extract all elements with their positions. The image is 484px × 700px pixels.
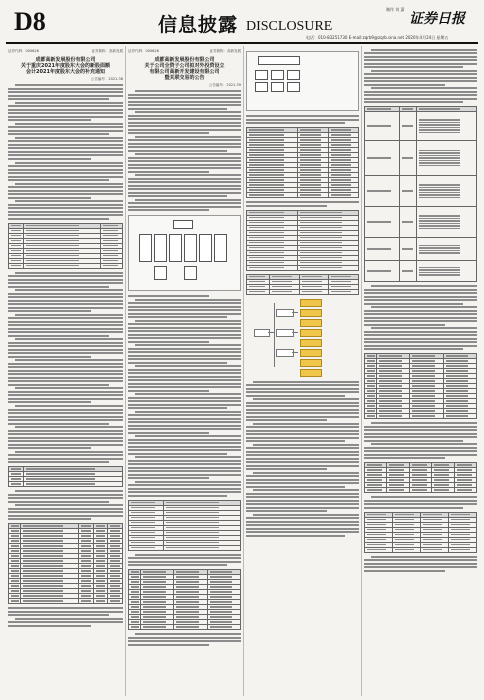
body-text-block xyxy=(128,295,241,497)
column-3 xyxy=(246,47,359,695)
equity-structure-diagram xyxy=(246,299,359,377)
data-table xyxy=(8,523,123,604)
body-text-block xyxy=(128,554,241,567)
process-chart xyxy=(246,51,359,111)
data-table xyxy=(364,512,477,553)
body-text-block xyxy=(8,405,123,463)
data-table xyxy=(364,353,477,419)
body-text-block xyxy=(364,49,477,104)
stock-abbr: 证券简称：高新发展 xyxy=(91,49,123,53)
editor-credit: 制作 刘 潇 xyxy=(386,7,405,12)
title-line: 关于公司全资子公司拟对外投资设立 xyxy=(144,63,225,69)
data-table xyxy=(246,210,359,271)
page-number: D8 xyxy=(14,7,46,36)
body-text-block xyxy=(364,556,477,572)
data-table xyxy=(246,127,359,198)
title-line: 会计2021年度股东大会的补充通知 xyxy=(26,69,105,75)
title-line: 成都高新发展股份有限公司 xyxy=(154,57,215,63)
data-table xyxy=(128,569,241,630)
announcement-number: 公告编号：2021-39 xyxy=(208,83,241,87)
data-table xyxy=(364,462,477,493)
masthead xyxy=(6,4,478,42)
column-1 xyxy=(8,47,123,695)
column-divider xyxy=(243,46,244,696)
stock-code: 证券代码：000628 xyxy=(128,49,159,53)
org-structure-chart xyxy=(128,215,241,291)
announcement-title xyxy=(128,57,241,81)
body-text-block xyxy=(128,90,241,211)
contact-line: 电话：010-83251730 E-mail:zqrb9@zqrb.sina.net 2020年4月24日 星期五 xyxy=(306,35,449,40)
announcement-number: 公告编号：2021-38 xyxy=(90,77,123,81)
title-line: 有限公司高新开发建设有限公司 xyxy=(149,69,220,75)
body-text-block xyxy=(8,490,123,520)
section-title-en: DISCLOSURE xyxy=(246,19,333,34)
body-text-block xyxy=(364,496,477,509)
body-text-block xyxy=(8,84,123,160)
body-text-block xyxy=(8,607,123,627)
title-line: 暨关联交易的公告 xyxy=(164,75,205,81)
section-title-cn: 信息披露 xyxy=(158,14,239,36)
body-text-block xyxy=(246,381,359,537)
data-table xyxy=(246,274,359,295)
data-table xyxy=(128,500,241,551)
newspaper-logo: 证券日报 xyxy=(409,11,465,27)
data-table xyxy=(8,223,123,269)
column-divider xyxy=(361,46,362,696)
data-table xyxy=(364,106,477,282)
column-divider xyxy=(125,46,126,696)
stock-info xyxy=(8,49,123,54)
column-2 xyxy=(128,47,241,695)
body-text-block xyxy=(246,201,359,207)
body-text-block xyxy=(364,285,477,350)
title-line: 关于重庆2021年度股东大会的新股面额 xyxy=(21,63,110,69)
stock-abbr: 证券简称：高新发展 xyxy=(209,49,241,53)
column-4 xyxy=(364,47,477,695)
body-text-block xyxy=(8,162,123,220)
body-text-block xyxy=(128,633,241,646)
masthead-rule xyxy=(6,42,478,44)
body-text-block xyxy=(246,115,359,124)
body-text-block xyxy=(8,272,123,404)
data-table xyxy=(8,466,123,487)
stock-code: 证券代码：000628 xyxy=(8,49,39,53)
title-line: 成都高新发展股份有限公司 xyxy=(35,57,96,63)
announcement-title xyxy=(8,57,123,75)
stock-info xyxy=(128,49,241,54)
body-text-block xyxy=(364,422,477,459)
